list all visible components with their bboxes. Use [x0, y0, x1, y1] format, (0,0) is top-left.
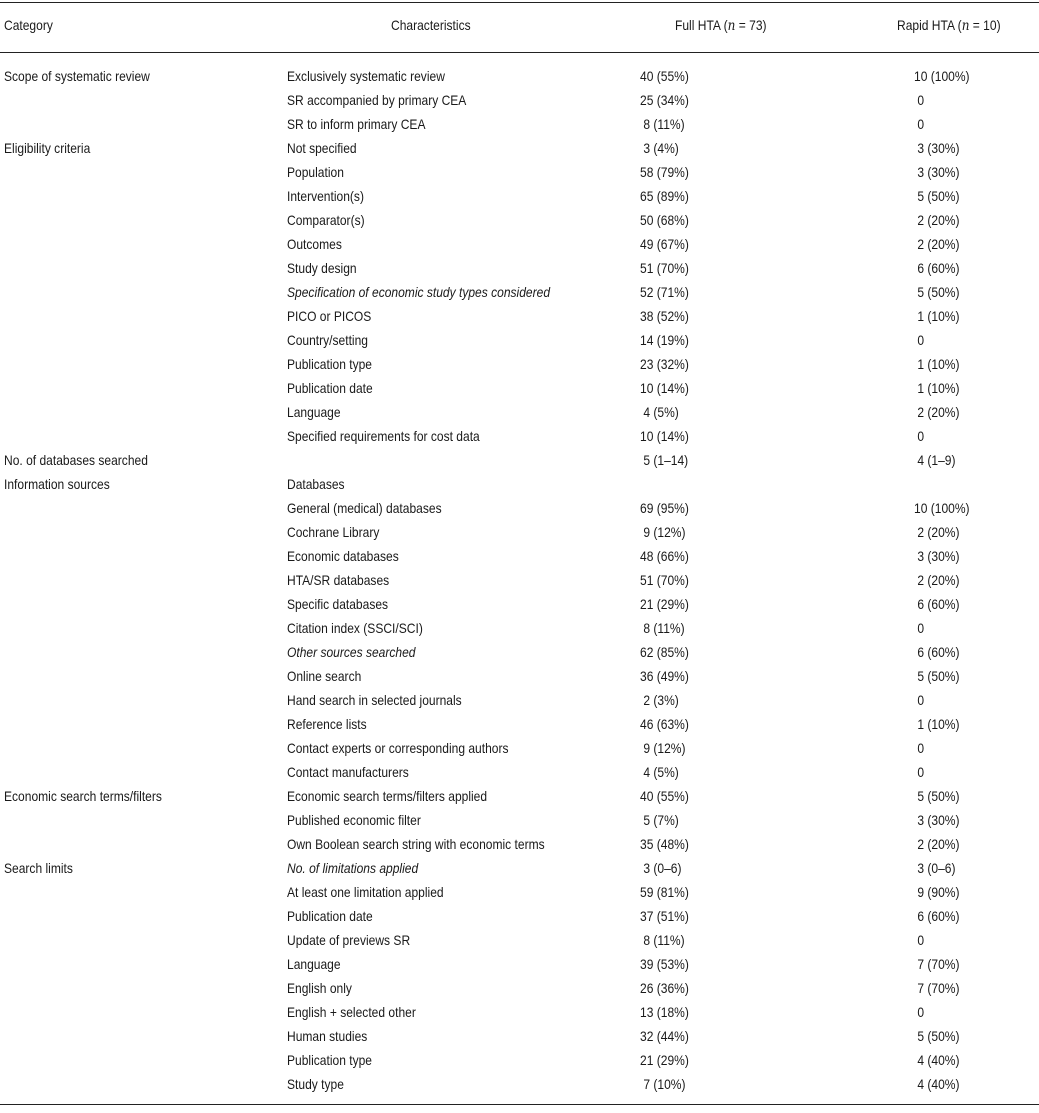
characteristic-cell: Intervention(s)	[287, 188, 364, 204]
characteristic-cell: General (medical) databases	[287, 500, 442, 516]
rapid-hta-cell: 7 (70%)	[914, 956, 960, 972]
full-hta-cell: 3 (4%)	[640, 140, 679, 156]
full-hta-cell: 36 (49%)	[640, 668, 689, 684]
table-row	[0, 712, 1039, 736]
characteristic-cell: Specified requirements for cost data	[287, 428, 480, 444]
full-hta-cell: 26 (36%)	[640, 980, 689, 996]
characteristic-cell: Specific databases	[287, 596, 389, 612]
rapid-hta-cell: 0	[914, 1004, 925, 1020]
table-row	[0, 304, 1039, 328]
table-row	[0, 160, 1039, 184]
table-row	[0, 760, 1039, 784]
table-row	[0, 64, 1039, 88]
rapid-hta-cell: 2 (20%)	[914, 212, 960, 228]
table-row	[0, 952, 1039, 976]
table-row	[0, 568, 1039, 592]
header-full-n: n	[727, 18, 736, 34]
rapid-hta-cell: 5 (50%)	[914, 1028, 960, 1044]
full-hta-cell: 35 (48%)	[640, 836, 689, 852]
rapid-hta-cell: 3 (0–6)	[914, 860, 956, 876]
rapid-hta-cell: 2 (20%)	[914, 236, 960, 252]
rapid-hta-cell: 0	[914, 428, 925, 444]
characteristic-cell: PICO or PICOS	[287, 308, 372, 324]
characteristic-cell: Reference lists	[287, 716, 367, 732]
header-category: Category	[4, 17, 53, 33]
table-row	[0, 688, 1039, 712]
table-row	[0, 496, 1039, 520]
table-row	[0, 856, 1039, 880]
rapid-hta-cell: 0	[914, 932, 925, 948]
full-hta-cell: 50 (68%)	[640, 212, 689, 228]
full-hta-cell: 3 (0–6)	[640, 860, 682, 876]
rapid-hta-cell: 4 (1–9)	[914, 452, 956, 468]
full-hta-cell: 38 (52%)	[640, 308, 689, 324]
full-hta-cell: 4 (5%)	[640, 764, 679, 780]
full-hta-cell: 49 (67%)	[640, 236, 689, 252]
header-full-prefix: Full HTA (	[675, 17, 728, 33]
category-cell: No. of databases searched	[4, 452, 148, 468]
category-cell: Search limits	[4, 860, 73, 876]
characteristic-cell: Publication type	[287, 1052, 373, 1068]
table-top-rule	[0, 2, 1039, 3]
full-hta-cell: 5 (1–14)	[640, 452, 689, 468]
table-row	[0, 976, 1039, 1000]
table-row	[0, 88, 1039, 112]
rapid-hta-cell: 3 (30%)	[914, 164, 960, 180]
table-row	[0, 592, 1039, 616]
rapid-hta-cell: 5 (50%)	[914, 188, 960, 204]
rapid-hta-cell: 0	[914, 116, 925, 132]
table-row	[0, 232, 1039, 256]
rapid-hta-cell: 4 (40%)	[914, 1076, 960, 1092]
table-row	[0, 1072, 1039, 1096]
header-rapid-suffix: = 10)	[969, 17, 1001, 33]
rapid-hta-cell: 3 (30%)	[914, 548, 960, 564]
full-hta-cell: 8 (11%)	[640, 620, 685, 636]
table-row	[0, 736, 1039, 760]
header-rapid-n: n	[961, 18, 970, 34]
full-hta-cell: 51 (70%)	[640, 572, 689, 588]
characteristic-cell: HTA/SR databases	[287, 572, 390, 588]
characteristic-cell: Study design	[287, 260, 357, 276]
full-hta-cell: 10 (14%)	[640, 428, 689, 444]
characteristic-cell: No. of limitations applied	[287, 860, 419, 876]
rapid-hta-cell: 6 (60%)	[914, 908, 960, 924]
full-hta-cell: 21 (29%)	[640, 1052, 689, 1068]
characteristic-cell: SR accompanied by primary CEA	[287, 92, 467, 108]
characteristic-cell: Contact experts or corresponding authors	[287, 740, 509, 756]
characteristic-cell: English only	[287, 980, 352, 996]
header-rapid-prefix: Rapid HTA (	[897, 17, 962, 33]
table-body	[0, 64, 1039, 1096]
characteristic-cell: At least one limitation applied	[287, 884, 444, 900]
full-hta-cell: 65 (89%)	[640, 188, 689, 204]
full-hta-cell: 39 (53%)	[640, 956, 689, 972]
table-row	[0, 1048, 1039, 1072]
rapid-hta-cell: 5 (50%)	[914, 284, 960, 300]
table-row	[0, 928, 1039, 952]
category-cell: Information sources	[4, 476, 110, 492]
table-row	[0, 184, 1039, 208]
characteristic-cell: Specification of economic study types considered	[287, 284, 551, 300]
header-full-hta	[675, 17, 767, 34]
rapid-hta-cell: 3 (30%)	[914, 812, 960, 828]
rapid-hta-cell: 6 (60%)	[914, 596, 960, 612]
table-row	[0, 328, 1039, 352]
table-row	[0, 832, 1039, 856]
characteristic-cell: Exclusively systematic review	[287, 68, 445, 84]
header-characteristics: Characteristics	[391, 17, 471, 33]
table-row	[0, 208, 1039, 232]
characteristic-cell: Own Boolean search string with economic terms	[287, 836, 545, 852]
rapid-hta-cell: 0	[914, 740, 925, 756]
rapid-hta-cell: 5 (50%)	[914, 788, 960, 804]
full-hta-cell: 13 (18%)	[640, 1004, 689, 1020]
rapid-hta-cell: 1 (10%)	[914, 380, 960, 396]
table-row	[0, 448, 1039, 472]
characteristic-cell: SR to inform primary CEA	[287, 116, 426, 132]
rapid-hta-cell: 0	[914, 764, 925, 780]
rapid-hta-cell: 0	[914, 92, 925, 108]
characteristic-cell: Contact manufacturers	[287, 764, 409, 780]
characteristic-cell: Publication type	[287, 356, 373, 372]
characteristic-cell: Cochrane Library	[287, 524, 380, 540]
full-hta-cell: 21 (29%)	[640, 596, 689, 612]
full-hta-cell: 52 (71%)	[640, 284, 689, 300]
characteristic-cell: Economic search terms/filters applied	[287, 788, 488, 804]
rapid-hta-cell: 10 (100%)	[914, 500, 970, 516]
full-hta-cell: 59 (81%)	[640, 884, 689, 900]
full-hta-cell: 62 (85%)	[640, 644, 689, 660]
full-hta-cell: 10 (14%)	[640, 380, 689, 396]
category-cell: Scope of systematic review	[4, 68, 150, 84]
full-hta-cell: 51 (70%)	[640, 260, 689, 276]
full-hta-cell: 40 (55%)	[640, 68, 689, 84]
table-row	[0, 784, 1039, 808]
rapid-hta-cell: 2 (20%)	[914, 404, 960, 420]
characteristic-cell: Study type	[287, 1076, 344, 1092]
table-row	[0, 424, 1039, 448]
rapid-hta-cell: 4 (40%)	[914, 1052, 960, 1068]
table-row	[0, 112, 1039, 136]
full-hta-cell: 8 (11%)	[640, 932, 685, 948]
characteristic-cell: Update of previews SR	[287, 932, 411, 948]
full-hta-cell: 69 (95%)	[640, 500, 689, 516]
header-rapid-hta	[897, 17, 1001, 34]
table-row	[0, 904, 1039, 928]
table-row	[0, 808, 1039, 832]
characteristic-cell: Publication date	[287, 380, 373, 396]
full-hta-cell: 40 (55%)	[640, 788, 689, 804]
rapid-hta-cell: 6 (60%)	[914, 260, 960, 276]
table-row	[0, 880, 1039, 904]
table-row	[0, 472, 1039, 496]
characteristic-cell: Population	[287, 164, 344, 180]
characteristic-cell: Comparator(s)	[287, 212, 365, 228]
table-row	[0, 616, 1039, 640]
header-full-suffix: = 73)	[735, 17, 767, 33]
category-cell: Eligibility criteria	[4, 140, 91, 156]
characteristic-cell: Databases	[287, 476, 345, 492]
characteristic-cell: Hand search in selected journals	[287, 692, 462, 708]
characteristic-cell: Not specified	[287, 140, 357, 156]
full-hta-cell: 23 (32%)	[640, 356, 689, 372]
table-row	[0, 544, 1039, 568]
full-hta-cell: 32 (44%)	[640, 1028, 689, 1044]
characteristic-cell: Language	[287, 404, 341, 420]
rapid-hta-cell: 0	[914, 692, 925, 708]
characteristic-cell: Country/setting	[287, 332, 368, 348]
full-hta-cell: 14 (19%)	[640, 332, 689, 348]
rapid-hta-cell: 6 (60%)	[914, 644, 960, 660]
table-bottom-rule	[0, 1104, 1039, 1105]
rapid-hta-cell: 3 (30%)	[914, 140, 960, 156]
full-hta-cell: 8 (11%)	[640, 116, 685, 132]
full-hta-cell: 37 (51%)	[640, 908, 689, 924]
full-hta-cell: 5 (7%)	[640, 812, 679, 828]
full-hta-cell: 9 (12%)	[640, 740, 686, 756]
rapid-hta-cell: 1 (10%)	[914, 716, 960, 732]
category-cell: Economic search terms/filters	[4, 788, 162, 804]
full-hta-cell: 9 (12%)	[640, 524, 686, 540]
characteristic-cell: Online search	[287, 668, 362, 684]
table-row	[0, 1024, 1039, 1048]
table-row	[0, 640, 1039, 664]
characteristic-cell: Human studies	[287, 1028, 368, 1044]
rapid-hta-cell: 7 (70%)	[914, 980, 960, 996]
characteristic-cell: Citation index (SSCI/SCI)	[287, 620, 423, 636]
table-header-rule	[0, 52, 1039, 53]
rapid-hta-cell: 9 (90%)	[914, 884, 960, 900]
characteristic-cell: Outcomes	[287, 236, 342, 252]
rapid-hta-cell: 2 (20%)	[914, 836, 960, 852]
rapid-hta-cell: 1 (10%)	[914, 308, 960, 324]
table-row	[0, 136, 1039, 160]
table-row	[0, 280, 1039, 304]
characteristic-cell: Economic databases	[287, 548, 399, 564]
table-row	[0, 1000, 1039, 1024]
rapid-hta-cell: 2 (20%)	[914, 572, 960, 588]
full-hta-cell: 58 (79%)	[640, 164, 689, 180]
full-hta-cell: 2 (3%)	[640, 692, 679, 708]
full-hta-cell: 25 (34%)	[640, 92, 689, 108]
full-hta-cell: 4 (5%)	[640, 404, 679, 420]
table-row	[0, 376, 1039, 400]
full-hta-cell: 48 (66%)	[640, 548, 689, 564]
rapid-hta-cell: 10 (100%)	[914, 68, 970, 84]
table-row	[0, 664, 1039, 688]
rapid-hta-cell: 0	[914, 620, 925, 636]
rapid-hta-cell: 0	[914, 332, 925, 348]
table-row	[0, 352, 1039, 376]
table-row	[0, 520, 1039, 544]
characteristic-cell: Publication date	[287, 908, 373, 924]
characteristic-cell: Language	[287, 956, 341, 972]
characteristic-cell: Other sources searched	[287, 644, 416, 660]
characteristic-cell: Published economic filter	[287, 812, 421, 828]
characteristic-cell: English + selected other	[287, 1004, 416, 1020]
full-hta-cell: 46 (63%)	[640, 716, 689, 732]
full-hta-cell: 7 (10%)	[640, 1076, 686, 1092]
rapid-hta-cell: 1 (10%)	[914, 356, 960, 372]
table-row	[0, 256, 1039, 280]
rapid-hta-cell: 2 (20%)	[914, 524, 960, 540]
table-row	[0, 400, 1039, 424]
rapid-hta-cell: 5 (50%)	[914, 668, 960, 684]
